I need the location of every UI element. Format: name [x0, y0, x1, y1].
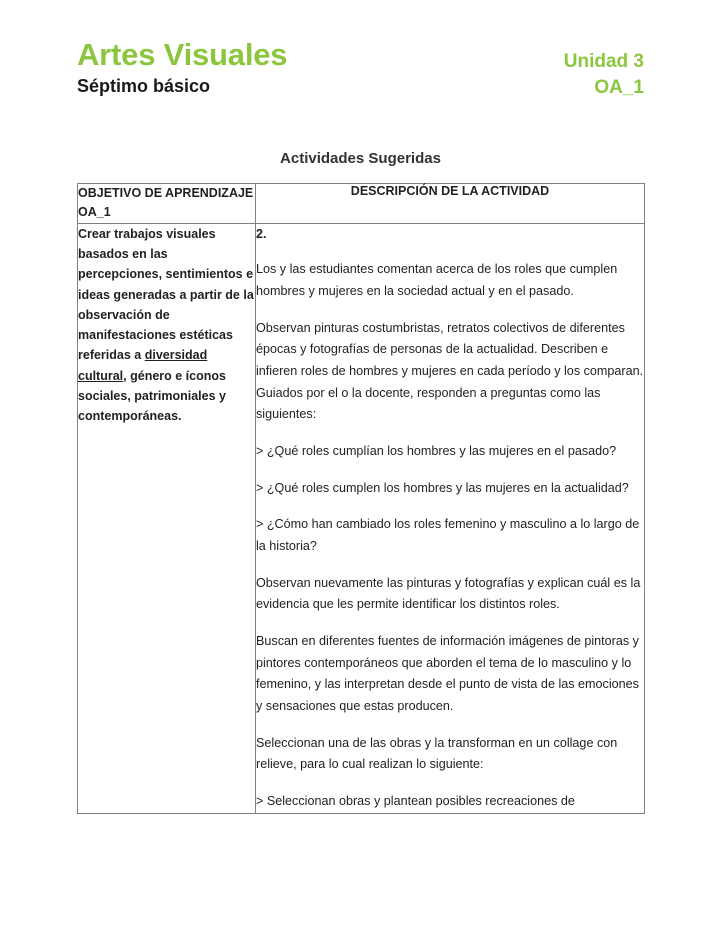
activity-question: > ¿Qué roles cumplen los hombres y las mujeres en la actualidad?	[256, 480, 629, 495]
table-header-row	[78, 184, 645, 224]
table-row	[78, 223, 645, 813]
objective-text-part2: , género e íconos sociales, patrimoniales y contemporáneas.	[78, 368, 226, 423]
activity-paragraph: Los y las estudiantes comentan acerca de los roles que cumplen hombres y mujeres en la sociedad actual y en el pasado.	[256, 262, 618, 299]
header-left-group	[77, 38, 287, 98]
objective-text-part1: Crear trabajos visuales basados en las percepciones, sentimientos e ideas generadas a partir de la observación de manifestaciones estéticas referidas a	[78, 226, 254, 363]
column-header-description: DESCRIPCIÓN DE LA ACTIVIDAD	[256, 184, 645, 224]
activity-bullet: > Seleccionan obras y plantean posibles recreaciones de	[256, 793, 575, 808]
activity-number: 2.	[256, 226, 267, 241]
header-right-group	[564, 38, 644, 100]
document-header	[77, 38, 644, 100]
activity-question: > ¿Cómo han cambiado los roles femenino y masculino a lo largo de la historia?	[256, 517, 640, 553]
subject-title: Artes Visuales	[77, 37, 288, 72]
suggested-activities-table	[77, 183, 645, 814]
grade-level-title: Séptimo básico	[77, 76, 211, 97]
activity-question: > ¿Qué roles cumplían los hombres y las mujeres en el pasado?	[256, 444, 617, 458]
section-title: Actividades Sugeridas	[280, 150, 441, 167]
unit-label: Unidad 3	[563, 51, 644, 72]
activity-paragraph: Observan pinturas costumbristas, retratos colectivos de diferentes épocas y fotografías de personas de la actualidad. Describen e infieren roles de hombres y mujeres en cada período y los comparan. Guiados por el o la docente, responden a preguntas como las siguientes:	[256, 320, 644, 422]
learning-objective-code: OA_1	[594, 76, 644, 98]
activity-paragraph: Seleccionan una de las obras y la transforman en un collage con relieve, para lo cual realizan lo siguiente:	[256, 735, 618, 772]
objective-text-emphasis: diversidad cultural	[78, 348, 208, 383]
objective-cell	[78, 223, 256, 813]
column-header-objective: OBJETIVO DE APRENDIZAJE OA_1	[78, 184, 256, 224]
activity-paragraph: Buscan en diferentes fuentes de información imágenes de pintoras y pintores contemporáneos que aborden el tema de lo masculino y lo femenino, y las interpretan desde el punto de vista de las emociones y sensaciones que estas producen.	[256, 633, 639, 713]
description-cell	[256, 223, 645, 813]
activity-paragraph: Observan nuevamente las pinturas y fotografías y explican cuál es la evidencia que les permite identificar los distintos roles.	[256, 575, 641, 612]
